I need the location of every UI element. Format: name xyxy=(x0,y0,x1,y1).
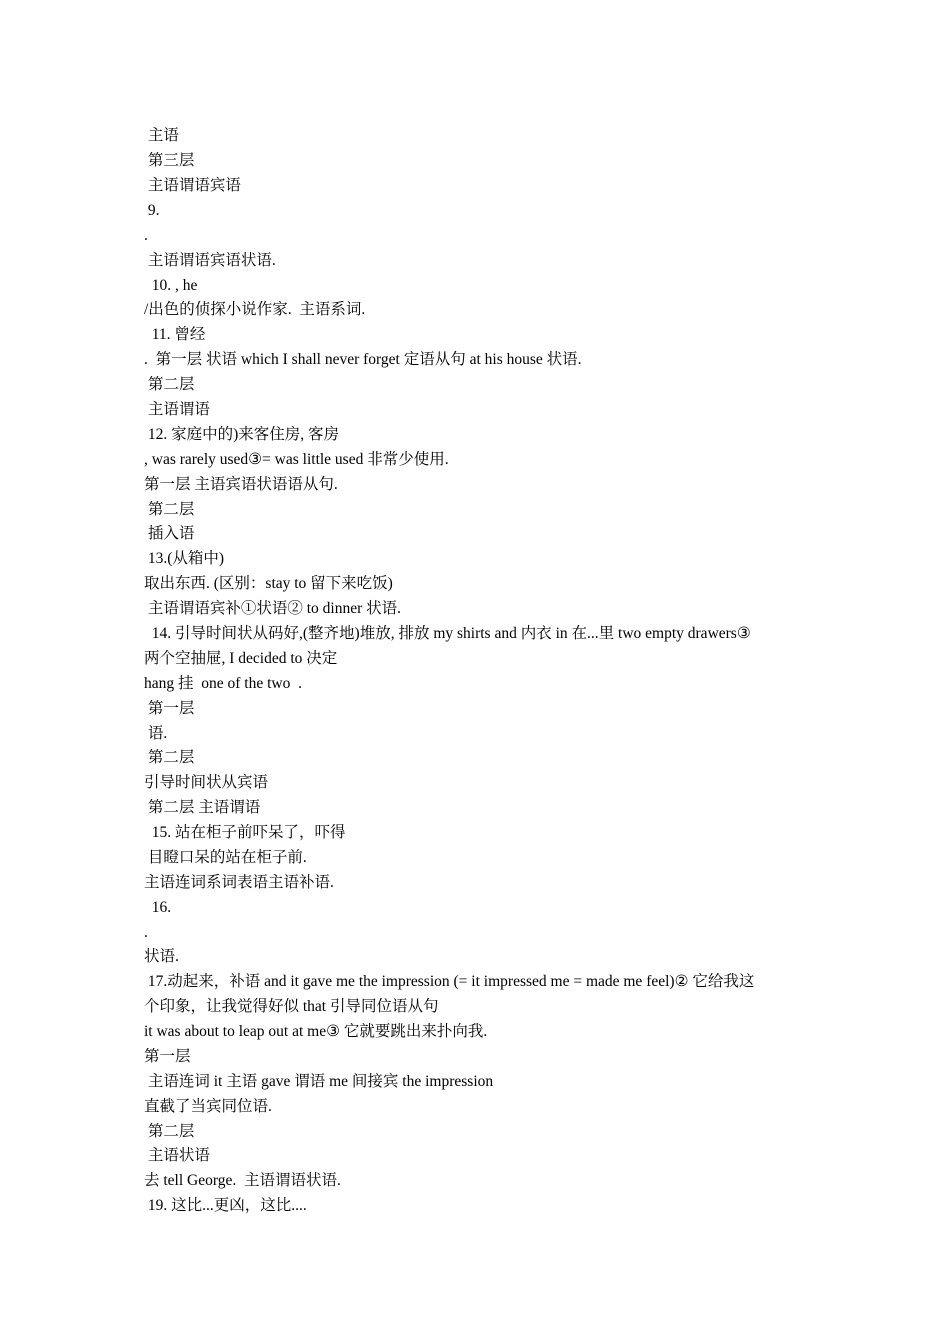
text-line: 第二层 xyxy=(144,501,195,518)
text-line: 19. 这比...更凶，这比.... xyxy=(144,1197,307,1214)
text-line: 17.动起来，补语 and it gave me the impression (= it impressed me = made me feel)② 它给我这 xyxy=(144,973,755,990)
text-line: 直截了当宾同位语. xyxy=(144,1098,272,1115)
text-line: 第一层 xyxy=(144,700,195,717)
text-line: 14. 引导时间状从码好,(整齐地)堆放, 排放 my shirts and 内衣 in 在...里 two empty drawers③ xyxy=(144,625,751,642)
text-line: 个印象，让我觉得好似 that 引导同位语从句 xyxy=(144,998,439,1015)
text-line: it was about to leap out at me③ 它就要跳出来扑向我. xyxy=(144,1023,488,1040)
text-line: 10. , he xyxy=(144,277,198,294)
text-line: 语. xyxy=(144,725,168,742)
text-line: 主语谓语 xyxy=(144,401,210,418)
text-line: 主语谓语宾语状语. xyxy=(144,252,276,269)
text-line: . xyxy=(144,924,148,941)
text-line: /出色的侦探小说作家. 主语系词. xyxy=(144,301,366,318)
text-line: hang 挂 one of the two . xyxy=(144,675,302,692)
text-line: 第三层 xyxy=(144,152,195,169)
text-line: 主语状语 xyxy=(144,1147,210,1164)
text-line: 第二层 主语谓语 xyxy=(144,799,261,816)
text-line: 第一层 主语宾语状语语从句. xyxy=(144,476,338,493)
text-line: 9. xyxy=(144,202,160,219)
text-line: 第一层 xyxy=(144,1048,191,1065)
text-line: 第二层 xyxy=(144,376,195,393)
text-line: 13.(从箱中) xyxy=(144,550,225,567)
text-line: 第二层 xyxy=(144,1123,195,1140)
text-line: 主语连词系词表语主语补语. xyxy=(144,874,334,891)
text-line: 两个空抽屉, I decided to 决定 xyxy=(144,650,338,667)
text-line: 状语. xyxy=(144,948,179,965)
text-line: 去 tell George. 主语谓语状语. xyxy=(144,1172,341,1189)
text-line: 引导时间状从宾语 xyxy=(144,774,269,791)
text-line: 12. 家庭中的)来客住房, 客房 xyxy=(144,426,340,443)
text-line: 15. 站在柜子前吓呆了，吓得 xyxy=(144,824,346,841)
text-line: 主语连词 it 主语 gave 谓语 me 间接宾 the impression xyxy=(144,1073,494,1090)
text-line: 取出东西. (区别：stay to 留下来吃饭) xyxy=(144,575,393,592)
text-line: . xyxy=(144,227,148,244)
text-line: . 第一层 状语 which I shall never forget 定语从句 at his house 状语. xyxy=(144,351,582,368)
text-line: 11. 曾经 xyxy=(144,326,206,343)
text-line: 主语谓语宾语 xyxy=(144,177,241,194)
text-line: 主语谓语宾补①状语② to dinner 状语. xyxy=(144,600,402,617)
text-line: , was rarely used③= was little used 非常少使用. xyxy=(144,451,449,468)
text-line: 主语 xyxy=(144,127,179,144)
text-line: 16. xyxy=(144,899,172,916)
text-line: 插入语 xyxy=(144,525,195,542)
text-line: 第二层 xyxy=(144,749,195,766)
text-line: 目瞪口呆的站在柜子前. xyxy=(144,849,307,866)
